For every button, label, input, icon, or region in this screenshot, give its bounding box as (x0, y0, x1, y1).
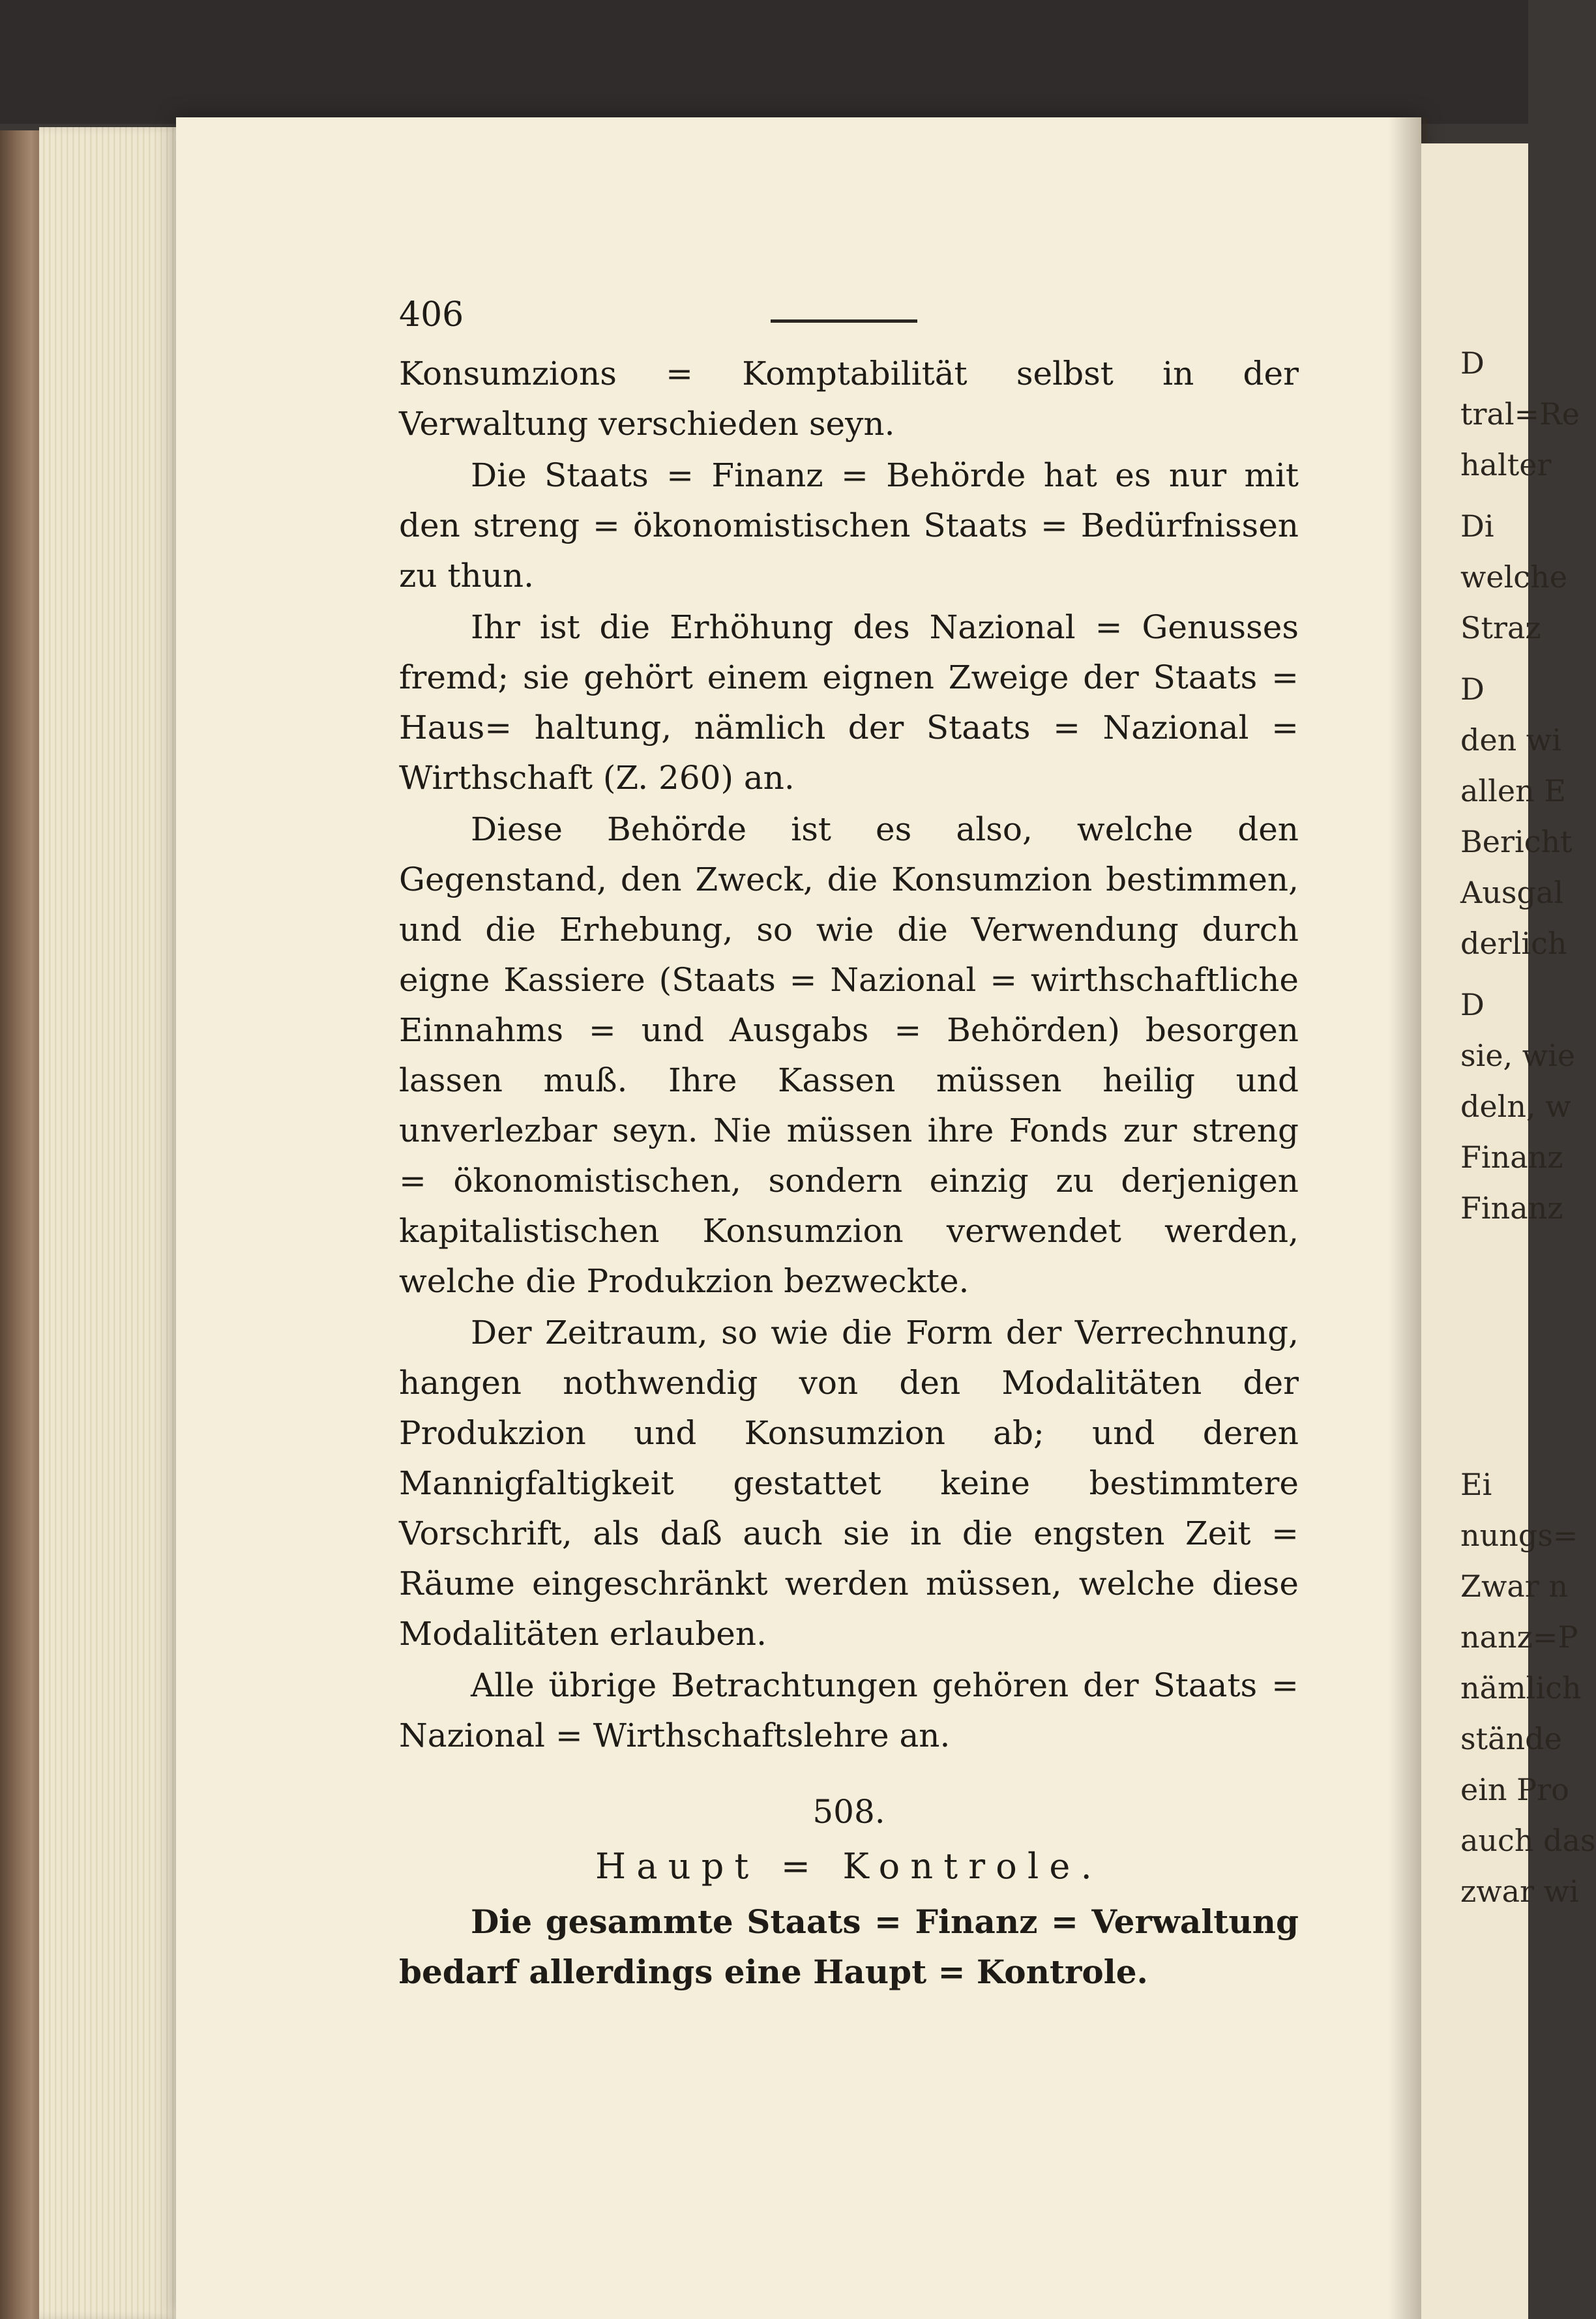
photo-background (0, 0, 1528, 124)
paragraph-1: Konsumzions = Komptabilität selbst in der Verwaltung verschieden seyn. (399, 355, 1299, 443)
paragraph-3: Ihr ist die Erhöhung des Nazional = Genusses fremd; sie gehört einem eignen Zweige der Staats = Haus= haltung, nämlich der Staats = Nazional = Wirthschaft (Z. 260) an. (399, 608, 1299, 797)
facing-line: D (1460, 987, 1485, 1022)
paragraph-4: Diese Behörde ist es also, welche den Gegenstand, den Zweck, die Konsumzion bestimmen, und die Erhebung, so wie die Verwendung durch eigne Kassiere (Staats = Nazional = wirthschaftliche Einnahms = und Ausgabs = Behörden) besorgen lassen muß. Ihre Kassen müssen heilig und unverlezbar seyn. Nie müssen ihre Fonds zur streng = ökonomistischen, sondern einzig zu derjenigen kapitalistischen Konsumzion verwendet werden, welche die Produkzion bezweckte. (399, 810, 1299, 1300)
facing-line: Zwar n (1460, 1569, 1568, 1604)
page-number: 406 (399, 295, 464, 334)
page-text-block (399, 290, 1299, 1998)
facing-line: tral=Re (1460, 396, 1580, 432)
facing-line: Ei (1460, 1467, 1492, 1502)
page-stack-edge (39, 127, 196, 2319)
paragraph-2: Die Staats = Finanz = Behörde hat es nur mit den streng = ökonomistischen Staats = Bedürfnissen zu thun. (399, 456, 1299, 595)
facing-line: welche (1460, 559, 1567, 595)
section-paragraph: Die gesammte Staats = Finanz = Verwaltung bedarf allerdings eine Haupt = Kontrole. (399, 1902, 1299, 1991)
paragraph-6: Alle übrige Betrachtungen gehören der Staats = Nazional = Wirthschaftslehre an. (399, 1666, 1299, 1754)
paragraph-5: Der Zeitraum, so wie die Form der Verrechnung, hangen nothwendig von den Modalitäten der Produkzion und Konsumzion ab; und deren Mannigfaltigkeit gestattet keine bestimmtere Vorschrift, als daß auch sie in die engsten Zeit = Räume eingeschränkt werden müssen, welche diese Modalitäten erlauben. (399, 1314, 1299, 1653)
facing-page (1421, 143, 1596, 2319)
facing-line: halter (1460, 447, 1552, 482)
facing-line: stände (1460, 1721, 1562, 1756)
facing-line: Ausgal (1460, 875, 1564, 910)
section-title: Haupt = Kontrole. (595, 1846, 1102, 1887)
facing-line: Di (1460, 509, 1494, 544)
page-header (399, 290, 1299, 349)
facing-line: nanz=P (1460, 1619, 1578, 1655)
facing-line: den wi (1460, 722, 1562, 758)
facing-line: allen E (1460, 773, 1566, 808)
facing-line: zwar wi (1460, 1874, 1579, 1909)
facing-line: Straz (1460, 610, 1541, 645)
facing-line: D (1460, 346, 1485, 381)
header-rule (771, 319, 917, 323)
section-number: 508. (812, 1793, 885, 1831)
facing-line: Bericht (1460, 824, 1573, 859)
facing-line: sie, wie (1460, 1038, 1576, 1073)
facing-line: deln, w (1460, 1089, 1571, 1124)
facing-line: Finanz (1460, 1140, 1563, 1175)
facing-line: derlich (1460, 926, 1567, 961)
facing-line: D (1460, 672, 1485, 707)
facing-line: nämlich (1460, 1670, 1582, 1706)
facing-line: nungs= (1460, 1518, 1578, 1553)
facing-line: ein Pro (1460, 1772, 1569, 1807)
facing-line: auch das (1460, 1823, 1596, 1858)
facing-line: Finanz (1460, 1190, 1563, 1226)
